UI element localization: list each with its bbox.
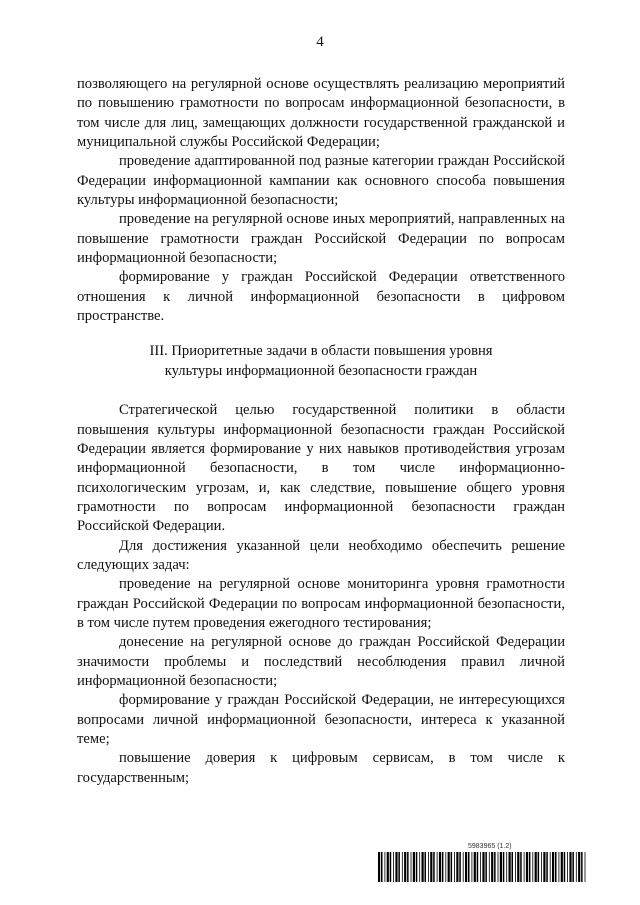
barcode-icon xyxy=(378,852,588,882)
section-heading xyxy=(77,342,565,381)
paragraph: проведение адаптированной под разные категории граждан Российской Федерации информационной кампании как основного способа повышения культуры информационной безопасности; xyxy=(77,153,565,209)
paragraph: Для достижения указанной цели необходимо обеспечить решение следующих задач: xyxy=(77,537,565,573)
paragraph: формирование у граждан Российской Федерации ответственного отношения к личной информационной безопасности в цифровом пространстве. xyxy=(77,269,565,325)
paragraph: Стратегической целью государственной политики в области повышения культуры информационной безопасности граждан Российской Федерации является формирование у них навыков противодействия угрозам информационной безопасности, в том числе информационно-психологическим угрозам, и, как следствие, повышение общего уровня грамотности по вопросам информационной безопасности граждан Российской Федерации. xyxy=(77,402,565,535)
section-heading-line-2: культуры информационной безопасности граждан xyxy=(164,362,478,379)
page-number: 4 xyxy=(316,34,324,50)
section-heading-line-1: III. Приоритетные задачи в области повышения уровня xyxy=(149,343,493,360)
paragraph: проведение на регулярной основе иных мероприятий, направленных на повышение грамотности граждан Российской Федерации по вопросам информационной безопасности; xyxy=(77,211,565,267)
paragraph: проведение на регулярной основе мониторинга уровня грамотности граждан Российской Федерации по вопросам информационной безопасности, в том числе путем проведения ежегодного тестирования; xyxy=(77,576,565,631)
paragraph: повышение доверия к цифровым сервисам, в том числе к государственным; xyxy=(77,750,565,786)
document-body xyxy=(77,75,565,788)
paragraph: формирование у граждан Российской Федерации, не интересующихся вопросами личной информационной безопасности, интереса к указанной теме; xyxy=(77,692,565,747)
paragraph: позволяющего на регулярной основе осуществлять реализацию мероприятий по повышению грамотности по вопросам информационной безопасности, в том числе для лиц, замещающих должности государственной гражданской и муниципальной службы Российской Федерации; xyxy=(77,76,565,151)
paragraph: донесение на регулярной основе до граждан Российской Федерации значимости проблемы и последствий несоблюдения правил личной информационной безопасности; xyxy=(77,634,565,689)
document-code: 5983965 (1.2) xyxy=(468,843,512,850)
